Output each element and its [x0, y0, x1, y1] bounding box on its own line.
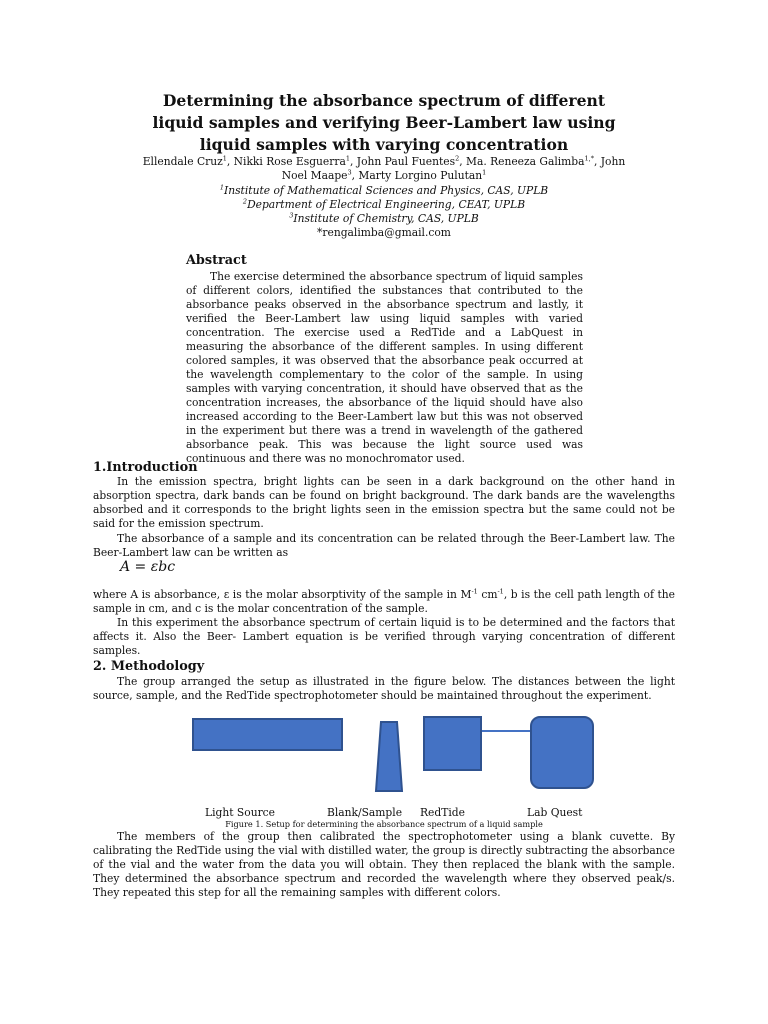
figure-caption: Figure 1. Setup for determining the absorbance spectrum of a liquid sample — [225, 819, 543, 829]
affil-mark: 3 — [289, 211, 294, 220]
abstract-heading: Abstract — [186, 253, 247, 268]
p3-text: where A is absorbance, ε is the molar absorptivity of the sample in M — [93, 588, 472, 601]
author-name: , Marty Lorgino Pulutan — [351, 169, 483, 182]
author-name: Ellendale Cruz — [142, 155, 223, 168]
labquest-shape — [530, 716, 594, 789]
intro-paragraph-4: In this experiment the absorbance spectrum of certain liquid is to be determined and the factors that affects it. Also the Beer- Lambert equation is be verified through varying concentration of different samples. — [93, 616, 675, 657]
p3-text: cm — [477, 588, 498, 601]
intro-heading: 1.Introduction — [93, 460, 198, 475]
beer-lambert-formula: A = εbc — [120, 559, 176, 575]
affil-text: Institute of Chemistry, CAS, UPLB — [293, 212, 479, 225]
connector-cable — [482, 730, 531, 732]
author-name: , Nikki Rose Esguerra — [226, 155, 346, 168]
affil-mark: 2 — [242, 197, 248, 206]
author-affil-mark: 1 — [482, 168, 487, 177]
author-affil-mark: 1,* — [584, 154, 594, 163]
affil-text: Institute of Mathematical Sciences and Physics, CAS, UPLB — [223, 184, 549, 197]
paper-title — [120, 90, 648, 156]
intro-paragraph-3 — [93, 588, 675, 616]
author-affil-mark: 2 — [455, 154, 460, 163]
title-line-3: liquid samples with varying concentration — [199, 135, 569, 154]
label-blank-sample: Blank/Sample — [327, 806, 403, 819]
intro-paragraph-2: The absorbance of a sample and its concentration can be related through the Beer-Lambert law. The Beer-Lambert law can be written as — [93, 532, 675, 559]
affil-text: Department of Electrical Engineering, CEAT, UPLB — [247, 198, 526, 211]
methodology-paragraph-1: The group arranged the setup as illustrated in the figure below. The distances between the light source, sample, and the RedTide spectrophotometer should be maintained throughout the experiment. — [93, 675, 675, 702]
exponent: -1 — [471, 587, 478, 596]
author-affil-mark: 3 — [347, 168, 352, 177]
label-labquest: Lab Quest — [527, 806, 583, 819]
p3-text: , b is the cell path length of the sample in cm, and c is the molar concentration of the sample. — [93, 588, 676, 615]
label-redtide: RedTide — [420, 806, 465, 819]
title-line-2: liquid samples and verifying Beer-Lambert law using — [152, 113, 616, 132]
contact-email[interactable]: *rengalimba@gmail.com — [317, 226, 451, 239]
light-source-shape — [192, 718, 343, 751]
affil-mark: 1 — [219, 183, 224, 192]
abstract-text: The exercise determined the absorbance spectrum of liquid samples of different colors, identified the substances that contributed to the absorbance peaks observed in the absorbance spectrum and lastly, it verified the Beer-Lambert law using liquid samples with varied concentration. The exercise used a RedTide and a LabQuest in measuring the absorbance of the different samples. In using different colored samples, it was observed that the absorbance peak occurred at the wavelength complementary to the color of the sample. In using samples with varying concentration, it should have observed that as the concentration increases, the absorbance of the liquid should have also increased according to the Beer-Lambert law but this was not observed in the experiment but there was a trend in wavelength of the gathered absorbance peak. This was because the light source used was continuous and there was no monochromator used. — [186, 270, 583, 465]
redtide-shape — [423, 716, 482, 771]
affiliation-2 — [140, 198, 628, 212]
author-name: , John Noel Maape — [281, 155, 626, 182]
author-affil-mark: 1 — [222, 154, 227, 163]
intro-paragraph-1: In the emission spectra, bright lights can be seen in a dark background on the other hand in absorption spectra, dark bands can be found on bright background. The dark bands are the wavelengths absorbed and it corresponds to the bright lights seen in the emission spectra but the same could not be said for the emission spectrum. — [93, 475, 675, 530]
affiliation-3 — [140, 212, 628, 226]
methodology-paragraph-2: The members of the group then calibrated the spectrophotometer using a blank cuvette. By calibrating the RedTide using the vial with distilled water, the group is directly subtracting the absorbance of the vial and the water from the data you will obtain. They then replaced the blank with the sample. They determined the absorbance spectrum and recorded the wavelength where they observed peak/s. They repeated this step for all the remaining samples with different colors. — [93, 830, 675, 899]
cuvette-shape — [374, 721, 404, 793]
methodology-heading: 2. Methodology — [93, 659, 205, 674]
affiliation-1 — [140, 184, 628, 198]
title-line-1: Determining the absorbance spectrum of different — [162, 91, 606, 110]
author-list — [140, 155, 628, 183]
author-affil-mark: 1 — [345, 154, 350, 163]
author-name: , Ma. Reneeza Galimba — [459, 155, 585, 168]
exponent: -1 — [497, 587, 504, 596]
label-light-source: Light Source — [205, 806, 275, 819]
author-name: , John Paul Fuentes — [349, 155, 456, 168]
